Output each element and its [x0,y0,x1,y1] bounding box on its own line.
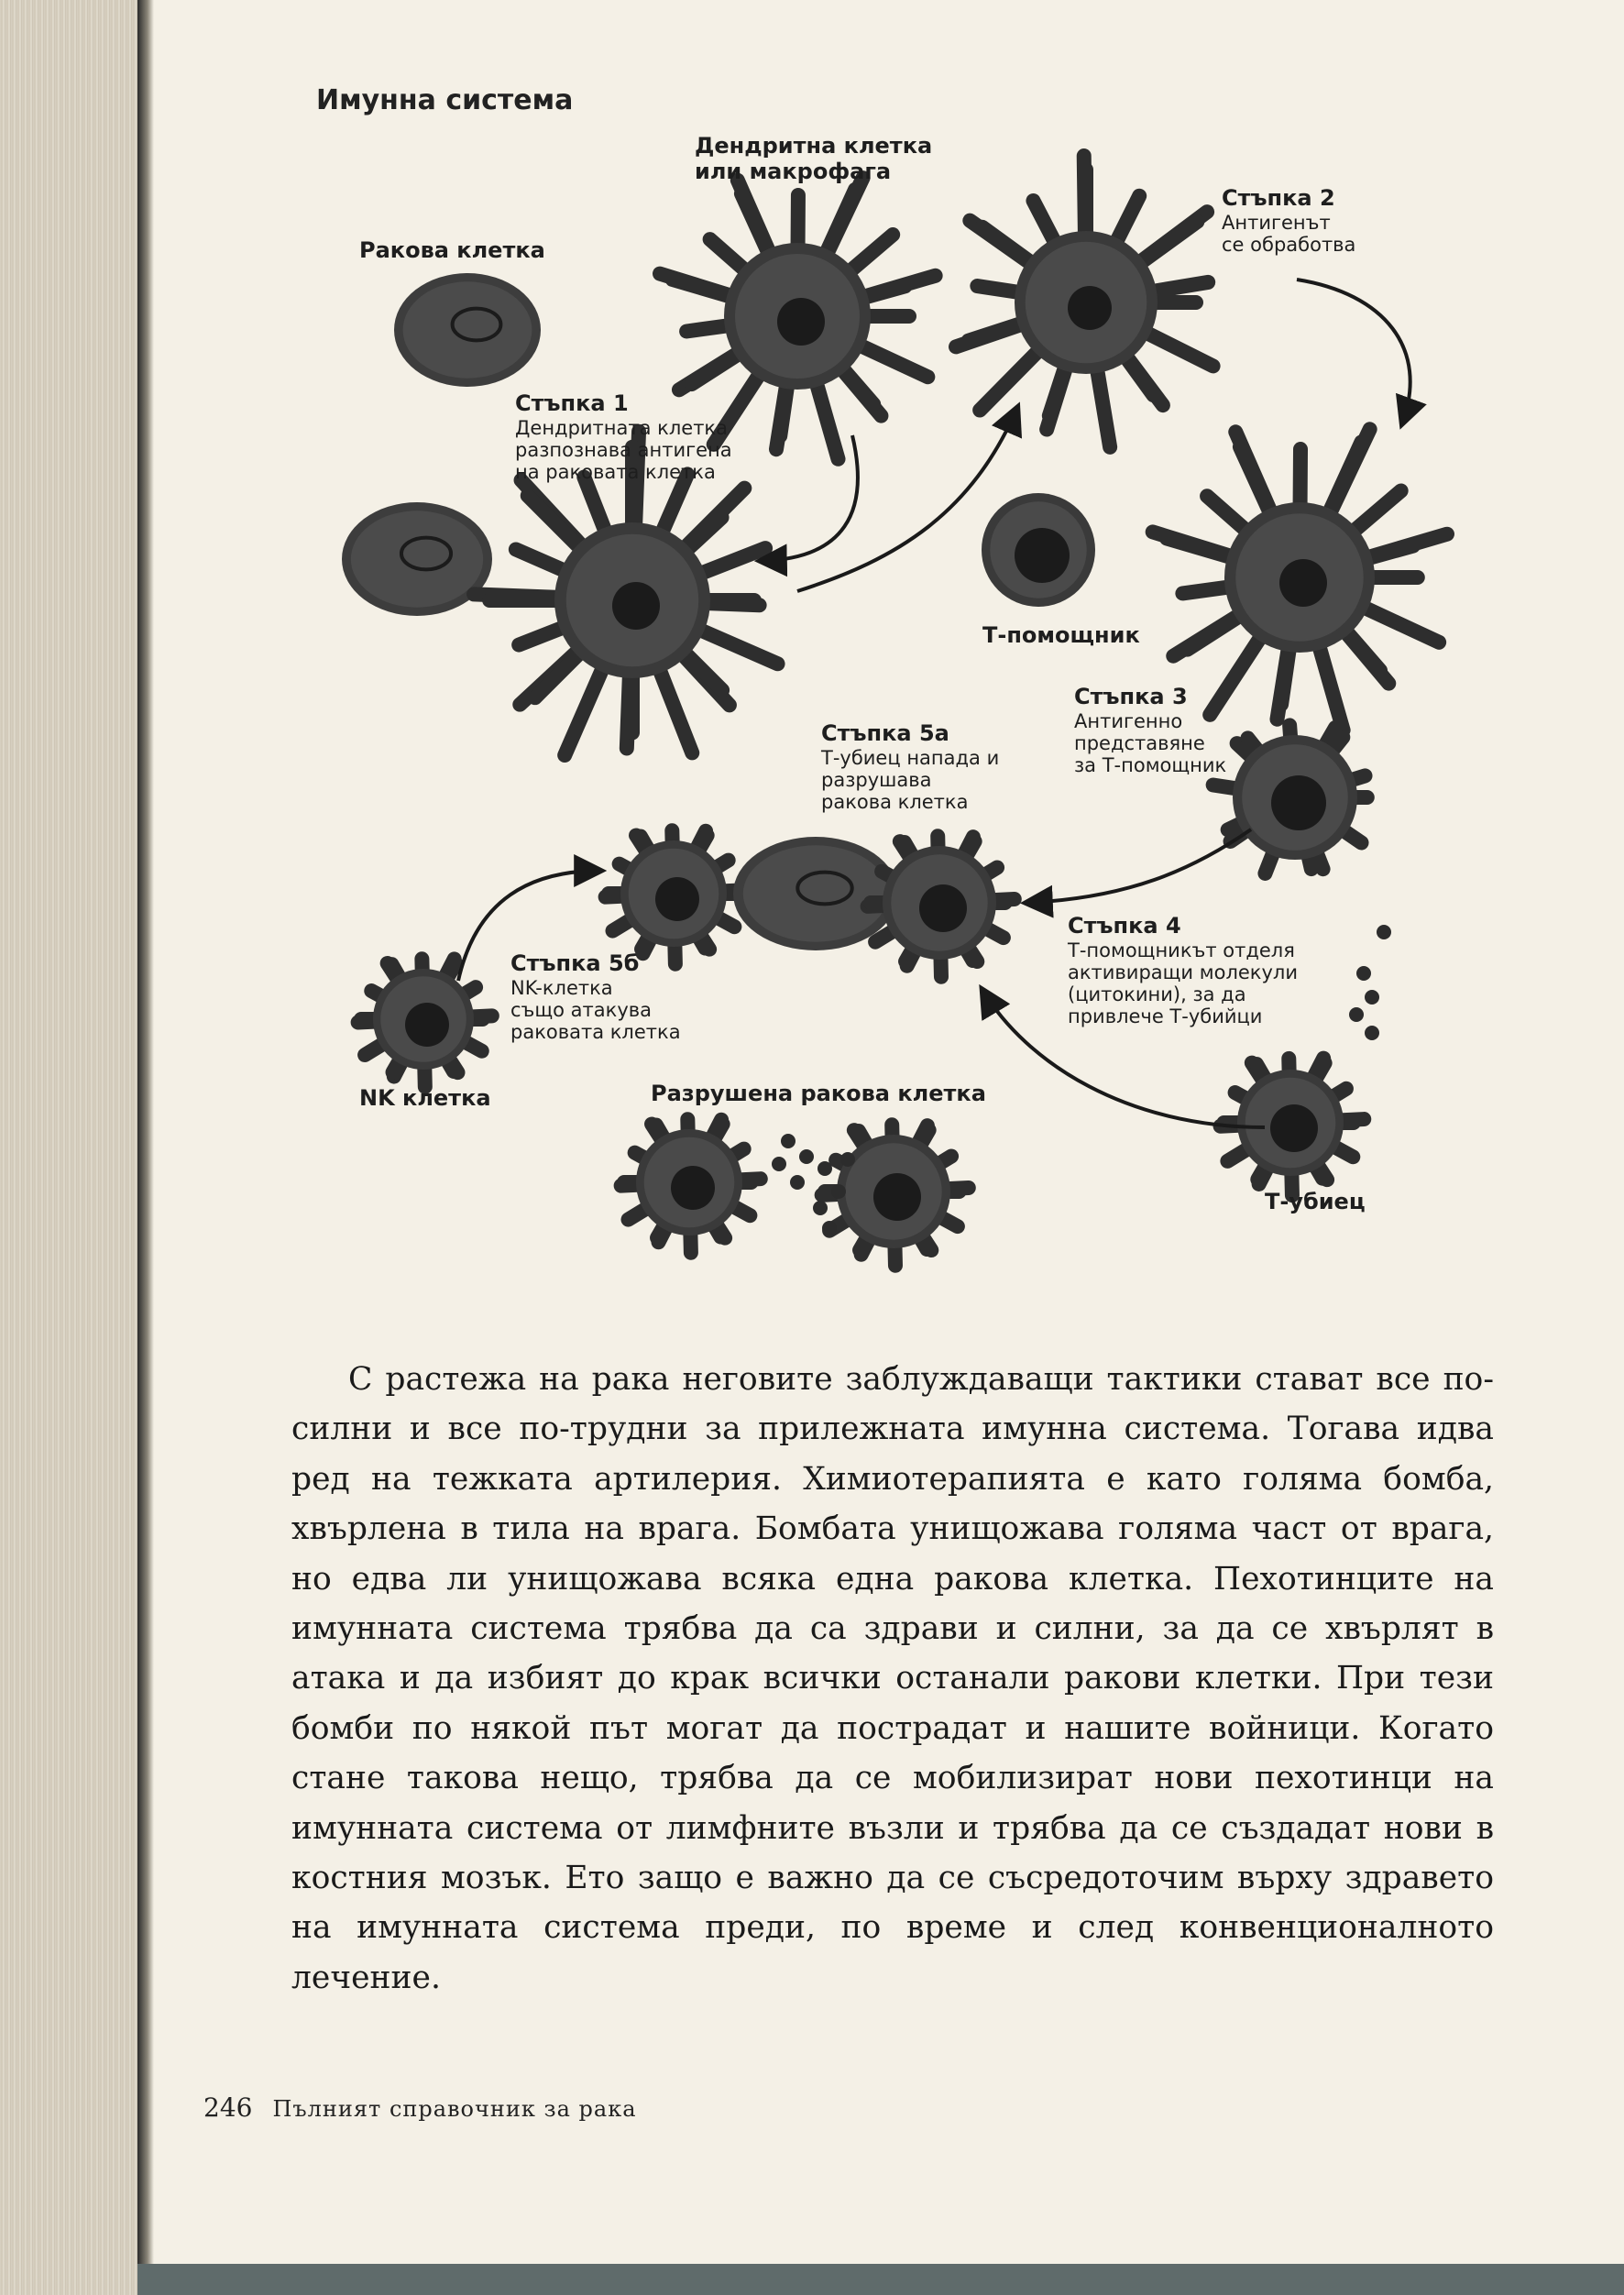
step5a-line: ракова клетка [821,790,969,813]
step5b-line: NK-клетка [510,976,613,999]
arrow-thelper-to-tkiller [1026,829,1251,903]
step5b-heading: Стъпка 5б [510,950,640,976]
label-cancer-cell: Ракова клетка [359,237,545,263]
step3-line: за Т-помощник [1074,753,1227,776]
label-dendritic-line2: или макрофага [695,158,892,184]
step4-line: привлече Т-убийци [1068,1005,1263,1028]
label-dendritic-line1: Дендритна клетка [695,133,933,159]
body-text [291,1355,1494,2003]
step2-heading: Стъпка 2 [1222,185,1335,211]
label-nk-cell: NK клетка [359,1085,491,1111]
t-helper-cell [982,493,1095,607]
step3-heading: Стъпка 3 [1074,684,1188,709]
body-paragraph: С растежа на рака неговите заблуждаващи тактики стават все по-силни и все по-трудни за прилежната имунна система. Тогава идва ред на тежката артилерия. Химиотерапията е като голяма бомба, хвърлена в тила на врага. Бомбата унищожава голяма част от врага, но едва ли унищожава всяка една ракова клетка. Пехотинците на имунната система трябва да са здрави и силни, за да се хвърлят в атака и да избият до крак всички останали ракови клетки. При тези бомби по някой път могат да пострадат и нашите войници. Когато стане такова нещо, трябва да се мобилизират нови пехотинци на имунната система от лимфните възли и трябва да се създадат нови в костния мозък. Ето защо е важно да се съсредоточим върху здравето на имунната система преди, по време и след конвенционалното лечение. [291,1361,1494,1996]
step5a-line: Т-убиец напада и [821,746,1000,769]
label-destroyed-cancer-cell: Разрушена ракова клетка [651,1081,986,1106]
step2-line: Антигенът [1222,211,1331,234]
t-helper-activated [1213,725,1367,873]
step1-heading: Стъпка 1 [515,390,629,416]
cancer-cell-top [394,273,541,387]
label-step2 [1222,186,1355,256]
t-killer-right [868,836,1015,976]
step4-line: активиращи молекули [1068,961,1298,983]
step1-line: Дендритната клетка [515,416,728,439]
label-t-killer: Т-убиец [1265,1189,1366,1214]
label-step5a [821,721,999,813]
dendritic-cell-step2 [956,156,1213,447]
label-step4 [1068,914,1298,1027]
step1-line: разпознава антигена [515,438,732,461]
t-killer-bottom-left [621,1119,761,1252]
t-killer-left [606,830,745,963]
step1-line: на раковата клетка [515,460,716,483]
cytokine-molecules [1349,925,1391,1040]
figure-title: Имунна система [316,84,574,116]
step3-line: представяне [1074,731,1205,754]
page-footer [203,2092,637,2123]
nk-cell [358,959,492,1086]
label-t-helper: Т-помощник [982,622,1140,648]
step2-line: се обработва [1222,233,1356,256]
step5a-heading: Стъпка 5а [821,720,949,746]
step4-line: (цитокини), за да [1068,983,1246,1005]
step3-line: Антигенно [1074,709,1183,732]
label-step1 [515,391,732,483]
step5b-line: също атакува [510,998,653,1021]
label-dendritic [695,134,932,184]
step4-line: Т-помощникът отделя [1068,939,1295,961]
step5a-line: разрушава [821,768,932,791]
page-number: 246 [203,2092,253,2123]
step5b-line: раковата клетка [510,1020,681,1043]
label-step3 [1074,685,1226,776]
cancer-cell-attacked [733,837,898,950]
arrow-step2-to-processed [1297,280,1410,423]
running-title: Пълният справочник за рака [272,2096,637,2122]
step4-heading: Стъпка 4 [1068,913,1181,939]
label-step5b [510,951,681,1043]
